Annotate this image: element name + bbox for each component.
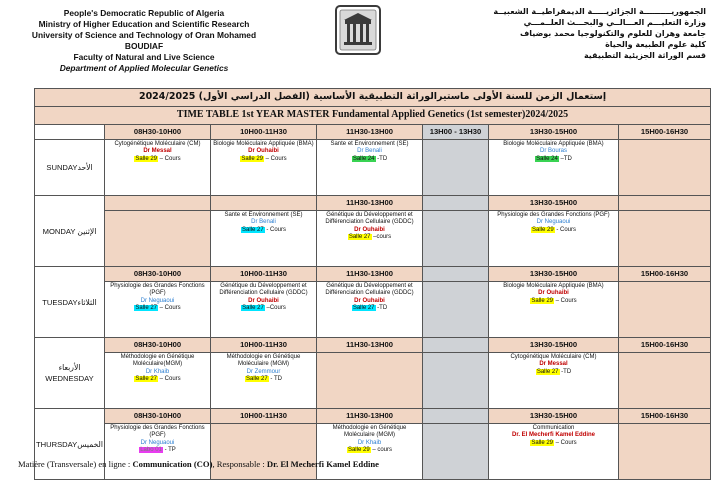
course-title: Biologie Moléculaire Appliquée (BMA): [503, 141, 604, 147]
time-slot-header: 08H30-10H00: [105, 409, 211, 424]
day-name-en: MONDAY: [42, 226, 76, 236]
header-right-line: الجمهوريــــــــــة الجزائريـــــة الديمقراطيــة الشعبيــة: [493, 7, 706, 16]
teacher-name: Dr Neguaoui: [140, 439, 175, 446]
header-left-line: Department of Applied Molecular Genetics: [59, 63, 229, 73]
header-left-line: University of Science and Technology of Oran Mohamed BOUDIAF: [31, 30, 257, 51]
course-cell: [423, 140, 489, 196]
day-cell: [35, 196, 105, 267]
teacher-name: Dr Messal: [539, 361, 568, 368]
teacher-name: Dr Ouhaibi: [248, 297, 279, 304]
footer-responsible: Dr. El Mecherfi Kamel Eddine: [266, 459, 379, 469]
header-left-block: [14, 8, 274, 74]
course-cell: [489, 424, 619, 480]
teacher-name: Dr Bouras: [539, 148, 567, 155]
course-cell: [105, 282, 211, 338]
teacher-name: Dr Benali: [357, 148, 382, 155]
room-line: [490, 369, 617, 376]
course-cell: [211, 353, 317, 409]
header-left-line: Faculty of Natural and Live Science: [73, 52, 215, 62]
room-badge: Salle 29: [531, 226, 554, 233]
time-slot-header: 10H00-11H30: [211, 409, 317, 424]
time-slot-header: 11H30-13H00: [317, 267, 423, 282]
time-slot-header: 13H30-15H00: [489, 267, 619, 282]
course-title: Génétique du Développement et Différenciation Cellulaire (GDDC): [325, 283, 414, 297]
course-cell: [317, 211, 423, 267]
teacher-name: Dr Ouhaibi: [538, 290, 569, 297]
day-name-ar: الخميس: [77, 439, 103, 449]
course-cell: [105, 140, 211, 196]
course-cell: [619, 282, 711, 338]
course-title: Génétique du Développement et Différenciation Cellulaire (GDDC): [325, 212, 414, 226]
session-type: – Cours: [159, 305, 181, 312]
time-slot-header: [423, 196, 489, 211]
time-slot-header: 13H30-15H00: [489, 409, 619, 424]
room-line: [212, 305, 315, 312]
time-slot-header: 13H30-15H00: [489, 196, 619, 211]
time-slot-header: 13H30-15H00: [489, 338, 619, 353]
header-right-line: كلية علوم الطبيعة والحياة: [605, 40, 706, 49]
day-name-en: THURSDAY: [36, 439, 78, 449]
time-slot-header: 13H30-15H00: [489, 125, 619, 140]
teacher-name: Dr. El Mecherfi Kamel Eddine: [511, 432, 596, 439]
room-badge: Salle 29: [531, 439, 553, 446]
teacher-name: Dr Messal: [143, 148, 172, 155]
header-right-line: قسم الوراثة الجزيئية التطبيقية: [583, 51, 706, 60]
room-badge: Labo 01: [140, 447, 162, 454]
header-right-block: [456, 6, 706, 61]
day-name-ar: الثلاثاء: [77, 297, 97, 307]
room-badge: Salle 27: [241, 226, 264, 233]
room-line: [318, 156, 421, 163]
time-slot-header: [423, 267, 489, 282]
room-badge: Salle 27: [348, 234, 371, 241]
session-type: – Cours: [555, 439, 577, 446]
time-slot-header: 13H00 - 13H30: [423, 125, 489, 140]
course-cell: [211, 424, 317, 480]
time-slot-header: 10H00-11H30: [211, 338, 317, 353]
course-cell: [423, 211, 489, 267]
room-badge: Salle 29: [135, 155, 157, 162]
teacher-name: Dr Ouhaibi: [248, 148, 279, 155]
day-name-en: TUESDAY: [42, 297, 78, 307]
session-type: -TD: [377, 305, 388, 312]
timetable-title-en: TIME TABLE 1st YEAR MASTER Fundamental Applied Genetics (1st semester)2024/2025: [35, 107, 711, 125]
teacher-name: Dr Neguaoui: [140, 297, 175, 304]
course-title: Méthodologie en Génétique Moléculaire (MGM): [226, 354, 301, 368]
room-line: [490, 440, 617, 447]
room-line: [490, 298, 617, 305]
course-title: Physiologie des Grandes Fonctions (PGF): [110, 425, 205, 439]
session-type: – Cours: [159, 376, 181, 383]
footer-prefix: Matière (Transversale) en ligne :: [18, 459, 133, 469]
course-cell: [211, 140, 317, 196]
room-line: [106, 305, 209, 312]
room-badge: Salle 29: [347, 447, 370, 454]
room-badge: Salle 27: [242, 305, 264, 312]
day-name-ar: الإثنين: [77, 226, 97, 236]
room-line: [490, 156, 617, 163]
session-type: – cours: [372, 447, 393, 454]
timetable: [34, 88, 711, 480]
room-badge: Salle 29: [241, 155, 263, 162]
course-cell: [489, 353, 619, 409]
room-line: [318, 234, 421, 241]
course-cell: [317, 353, 423, 409]
session-type: -TD: [377, 155, 388, 162]
time-slot-header: 15H00-16H30: [619, 338, 711, 353]
course-cell: [619, 353, 711, 409]
time-slot-header: 08H30-10H00: [105, 125, 211, 140]
room-line: [106, 156, 209, 163]
session-type: – Cours: [265, 155, 287, 162]
day-name-ar: الأربعاء: [58, 363, 81, 372]
room-line: [318, 447, 421, 454]
course-title: Biologie Moléculaire Appliquée (BMA): [503, 283, 604, 289]
room-badge: Salle 27: [135, 376, 157, 383]
time-slot-header: 08H30-10H00: [105, 338, 211, 353]
course-title: Communication: [532, 425, 575, 431]
course-title: Physiologie des Grandes Fonctions (PGF): [497, 212, 610, 218]
header-left-line: Ministry of Higher Education and Scientific Research: [38, 19, 250, 29]
course-cell: [489, 282, 619, 338]
time-slot-header: [211, 196, 317, 211]
day-name-en: SUNDAY: [46, 163, 78, 172]
time-slot-header: 11H30-13H00: [317, 338, 423, 353]
session-type: - TP: [164, 447, 176, 454]
time-slot-header: 15H00-16H30: [619, 409, 711, 424]
corner-cell: [35, 125, 105, 140]
course-title: Cytogénétique Moléculaire (CM): [114, 141, 201, 147]
room-badge: Salle 24: [536, 155, 558, 162]
session-type: –TD: [560, 155, 572, 162]
header-right-line: وزارة التعليـــم العـــالــي والبحـــث العلــمـــي: [523, 18, 706, 27]
time-slot-header: [423, 338, 489, 353]
room-line: [212, 156, 315, 163]
room-line: [106, 447, 209, 454]
university-seal-icon: [334, 4, 382, 56]
course-cell: [211, 211, 317, 267]
time-slot-header: [619, 196, 711, 211]
day-cell: [35, 338, 105, 409]
course-cell: [105, 353, 211, 409]
day-cell: [35, 267, 105, 338]
course-cell: [619, 211, 711, 267]
teacher-name: Dr Khaib: [357, 439, 382, 446]
room-line: [212, 227, 315, 234]
course-cell: [423, 282, 489, 338]
time-slot-header: 10H00-11H30: [211, 267, 317, 282]
course-cell: [489, 140, 619, 196]
day-cell: [35, 140, 105, 196]
header-right-line: جامعة وهران للعلوم والتكنولوجيا محمد بوضياف: [520, 29, 706, 38]
session-type: - TD: [270, 376, 282, 383]
room-badge: Salle 27: [536, 368, 559, 375]
teacher-name: Dr Khaib: [145, 368, 170, 375]
course-title: Méthodologie en Génétique Moléculaire (MGM): [332, 425, 407, 439]
timetable-body: [35, 125, 711, 480]
teacher-name: Dr Benali: [251, 219, 276, 226]
course-cell: [423, 424, 489, 480]
course-cell: [317, 424, 423, 480]
time-slot-header: 15H00-16H30: [619, 267, 711, 282]
course-cell: [619, 140, 711, 196]
room-badge: Salle 27: [135, 305, 157, 312]
course-title: Cytogénétique Moléculaire (CM): [510, 354, 597, 360]
teacher-name: Dr Zemmour: [246, 368, 281, 375]
time-slot-header: [105, 196, 211, 211]
time-slot-header: 15H00-16H30: [619, 125, 711, 140]
course-title: Sante et Environnement (SE): [224, 212, 303, 218]
timetable-title-ar: إستعمال الزمن للسنة الأولى ماستيرالوراثة التطبيقية الأساسية (الفصل الدراسي الأول) 2024/2025: [35, 89, 711, 107]
session-type: – Cours: [555, 297, 577, 304]
session-type: -TD: [561, 368, 572, 375]
footer-course: Communication (CO): [132, 459, 213, 469]
header-left-line: People's Democratic Republic of Algeria: [63, 8, 225, 18]
time-slot-header: 08H30-10H00: [105, 267, 211, 282]
time-slot-header: 10H00-11H30: [211, 125, 317, 140]
session-type: –Cours: [266, 305, 286, 312]
time-slot-header: [423, 409, 489, 424]
course-title: Physiologie des Grandes Fonctions (PGF): [110, 283, 205, 297]
course-cell: [105, 211, 211, 267]
teacher-name: Dr Neguaoui: [536, 219, 571, 226]
time-slot-header: 11H30-13H00: [317, 125, 423, 140]
day-name-ar: الأحد: [77, 163, 93, 172]
course-cell: [423, 353, 489, 409]
session-type: - Cours: [556, 226, 577, 233]
room-line: [490, 227, 617, 234]
room-badge: Salle 27: [352, 305, 375, 312]
course-title: Sante et Environnement (SE): [330, 141, 409, 147]
room-badge: Salle 29: [531, 297, 553, 304]
day-name-en: WEDNESDAY: [45, 374, 94, 383]
session-type: – Cours: [159, 155, 181, 162]
time-slot-header: 11H30-13H00: [317, 196, 423, 211]
course-title: Génétique du Développement et Différenciation Cellulaire (GDDC): [219, 283, 308, 297]
course-cell: [211, 282, 317, 338]
course-title: Biologie Moléculaire Appliquée (BMA): [213, 141, 314, 147]
room-line: [318, 305, 421, 312]
room-badge: Salle 27: [246, 376, 268, 383]
course-cell: [489, 211, 619, 267]
room-line: [212, 376, 315, 383]
course-cell: [105, 424, 211, 480]
footer-note: [18, 459, 379, 469]
room-line: [106, 376, 209, 383]
teacher-name: Dr Ouhaibi: [354, 226, 385, 233]
course-cell: [317, 140, 423, 196]
footer-middle: , Responsable :: [212, 459, 267, 469]
time-slot-header: 11H30-13H00: [317, 409, 423, 424]
course-cell: [317, 282, 423, 338]
course-cell: [619, 424, 711, 480]
teacher-name: Dr Ouhaibi: [354, 297, 385, 304]
session-type: - Cours: [266, 226, 287, 233]
room-badge: Salle 24: [352, 155, 375, 162]
course-title: Méthodologie en Génétique Moléculaire(MGM): [120, 354, 195, 368]
session-type: –cours: [373, 234, 392, 241]
